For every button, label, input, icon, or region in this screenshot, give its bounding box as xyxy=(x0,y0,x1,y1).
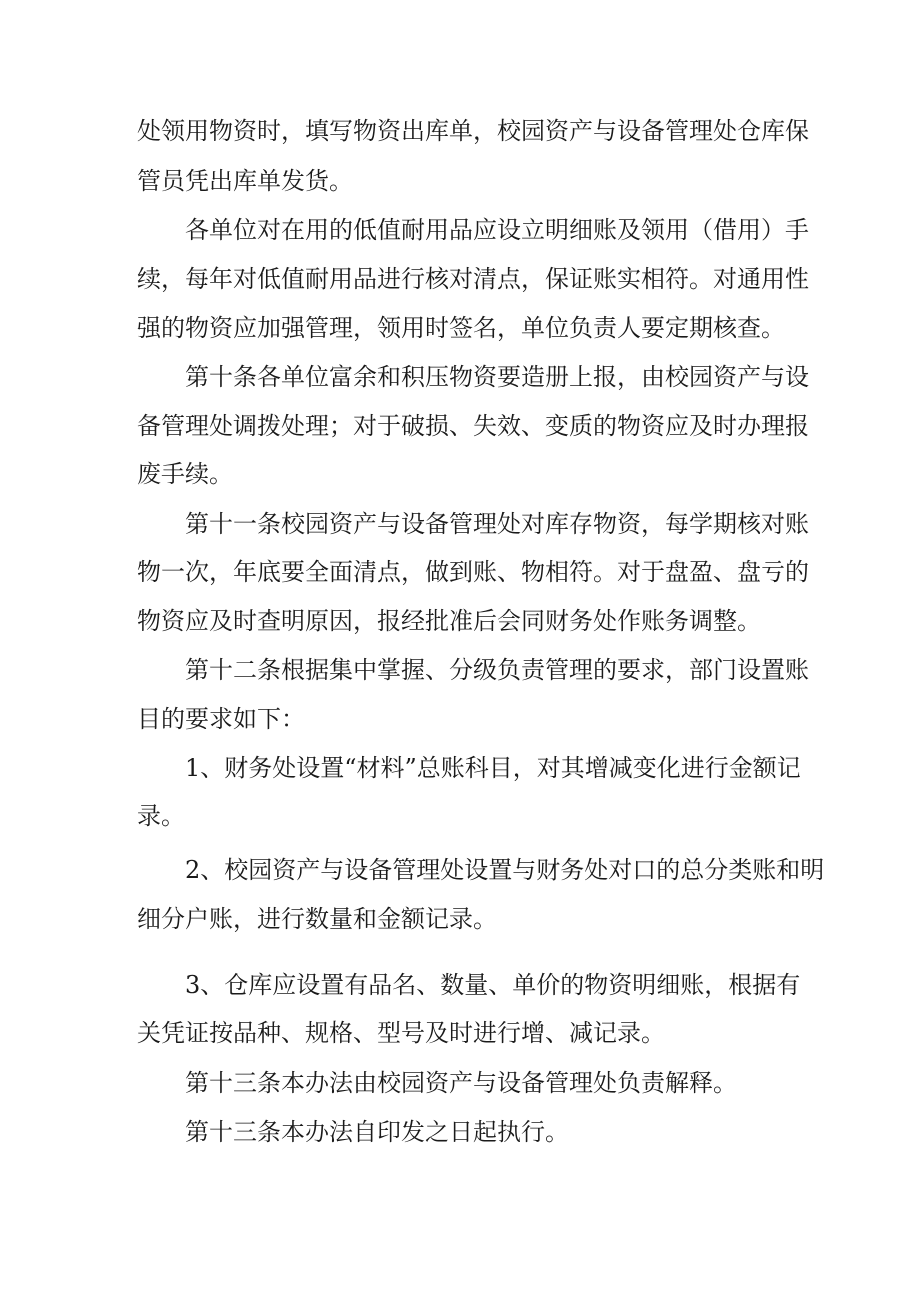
text-line: 关凭证按品种、规格、型号及时进行增、减记录。 xyxy=(137,1019,665,1047)
text-line: 处领用物资时，填写物资出库单，校园资产与设备管理处仓库保 xyxy=(137,117,809,145)
text-line: 第十三条本办法由校园资产与设备管理处负责解释。 xyxy=(185,1069,737,1097)
text-line: 细分户账，进行数量和金额记录。 xyxy=(137,905,497,933)
text-line: 2、校园资产与设备管理处设置与财务处对口的总分类账和明 xyxy=(185,856,825,884)
text-line: 废手续。 xyxy=(137,460,233,488)
text-line: 第十条各单位富余和积压物资要造册上报，由校园资产与设 xyxy=(185,363,809,391)
text-line: 第十三条本办法自印发之日起执行。 xyxy=(185,1118,569,1146)
text-line: 续，每年对低值耐用品进行核对清点，保证账实相符。对通用性 xyxy=(137,265,809,293)
text-line: 物一次，年底要全面清点，做到账、物相符。对于盘盈、盘亏的 xyxy=(137,558,809,586)
text-line: 备管理处调拨处理；对于破损、失效、变质的物资应及时办理报 xyxy=(137,412,809,440)
text-line: 录。 xyxy=(137,802,185,830)
text-line: 1、财务处设置“材料”总账科目，对其增减变化进行金额记 xyxy=(185,754,801,782)
text-line: 第十一条校园资产与设备管理处对库存物资，每学期核对账 xyxy=(185,510,809,538)
text-line: 强的物资应加强管理，领用时签名，单位负责人要定期核查。 xyxy=(137,314,785,342)
text-line: 物资应及时查明原因，报经批准后会同财务处作账务调整。 xyxy=(137,607,761,635)
text-line: 管员凭出库单发货。 xyxy=(137,167,353,195)
text-line: 目的要求如下： xyxy=(137,705,305,733)
text-line: 3、仓库应设置有品名、数量、单价的物资明细账，根据有 xyxy=(185,971,801,999)
text-line: 第十二条根据集中掌握、分级负责管理的要求，部门设置账 xyxy=(185,656,809,684)
text-line: 各单位对在用的低值耐用品应设立明细账及领用（借用）手 xyxy=(185,216,809,244)
